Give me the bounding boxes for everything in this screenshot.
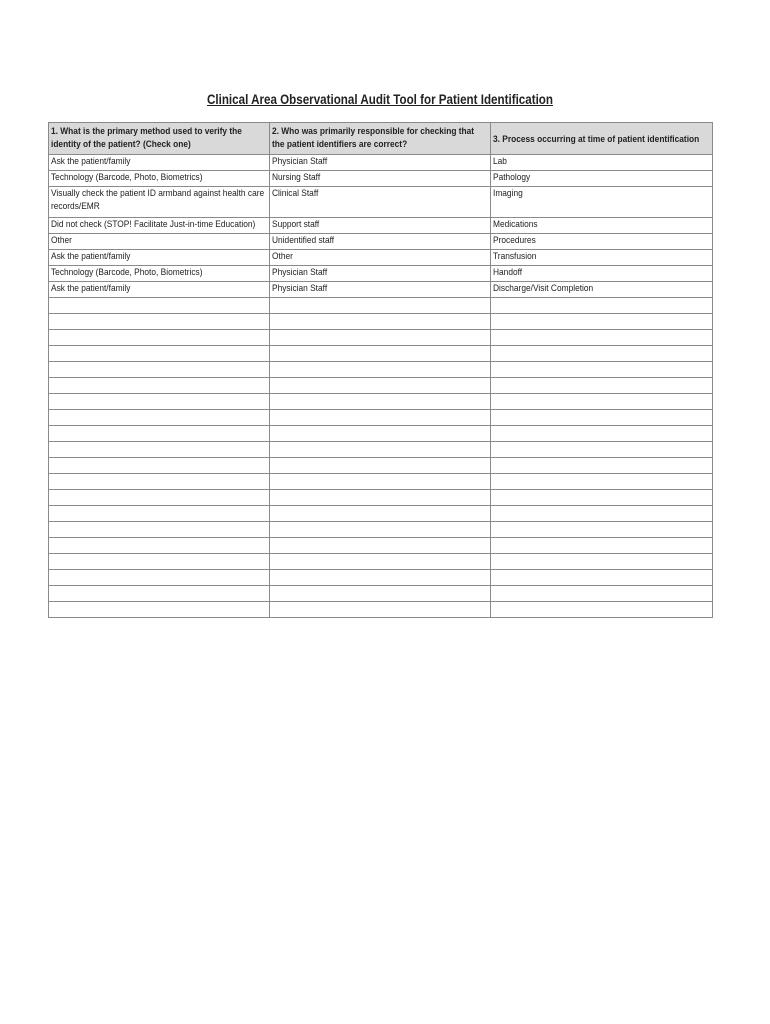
process-cell[interactable]	[491, 298, 713, 314]
process-cell[interactable]	[491, 378, 713, 394]
responsible-text: Unidentified staff	[272, 235, 335, 246]
method-text: Technology (Barcode, Photo, Biometrics)	[51, 172, 203, 183]
method-cell[interactable]	[49, 394, 270, 410]
process-cell[interactable]	[491, 602, 713, 618]
empty-table-row	[49, 346, 713, 362]
table-row	[49, 218, 713, 234]
process-cell[interactable]	[491, 506, 713, 522]
empty-table-row	[49, 314, 713, 330]
header-row	[49, 123, 713, 155]
responsible-cell[interactable]	[270, 250, 491, 266]
process-cell[interactable]	[491, 330, 713, 346]
method-cell[interactable]	[49, 554, 270, 570]
method-cell[interactable]	[49, 474, 270, 490]
header-q1	[49, 123, 270, 155]
empty-table-row	[49, 522, 713, 538]
responsible-cell[interactable]	[270, 490, 491, 506]
method-cell[interactable]	[49, 298, 270, 314]
table-row	[49, 171, 713, 187]
responsible-cell[interactable]	[270, 155, 491, 171]
process-cell[interactable]	[491, 410, 713, 426]
process-cell[interactable]	[491, 586, 713, 602]
method-cell[interactable]	[49, 314, 270, 330]
table-row	[49, 266, 713, 282]
process-cell[interactable]	[491, 314, 713, 330]
empty-table-row	[49, 362, 713, 378]
responsible-text: Nursing Staff	[272, 172, 321, 183]
process-text: Imaging	[493, 188, 523, 199]
table-row	[49, 234, 713, 250]
method-cell[interactable]	[49, 266, 270, 282]
method-cell[interactable]	[49, 187, 270, 218]
process-cell[interactable]	[491, 346, 713, 362]
method-text: Ask the patient/family	[51, 283, 131, 294]
responsible-cell[interactable]	[270, 522, 491, 538]
empty-table-row	[49, 394, 713, 410]
process-text: Transfusion	[493, 251, 537, 262]
process-cell[interactable]	[491, 490, 713, 506]
header-q1-text: 1. What is the primary method used to verify the identity of the patient? (Check one)	[51, 126, 242, 150]
empty-table-row	[49, 602, 713, 618]
empty-table-row	[49, 554, 713, 570]
process-cell[interactable]	[491, 266, 713, 282]
method-text: Visually check the patient ID armband against health care records/EMR	[51, 188, 265, 212]
method-cell[interactable]	[49, 458, 270, 474]
empty-table-row	[49, 426, 713, 442]
responsible-cell[interactable]	[270, 187, 491, 218]
responsible-cell[interactable]	[270, 554, 491, 570]
process-text: Pathology	[493, 172, 531, 183]
responsible-cell[interactable]	[270, 362, 491, 378]
method-text: Other	[51, 235, 72, 246]
process-text: Medications	[493, 219, 538, 230]
responsible-cell[interactable]	[270, 442, 491, 458]
empty-table-row	[49, 458, 713, 474]
empty-table-row	[49, 330, 713, 346]
method-cell[interactable]	[49, 570, 270, 586]
method-cell[interactable]	[49, 282, 270, 298]
process-text: Lab	[493, 156, 507, 167]
method-cell[interactable]	[49, 506, 270, 522]
method-cell[interactable]	[49, 426, 270, 442]
responsible-text: Physician Staff	[272, 283, 328, 294]
process-cell[interactable]	[491, 171, 713, 187]
responsible-cell[interactable]	[270, 330, 491, 346]
responsible-text: Physician Staff	[272, 267, 328, 278]
method-cell[interactable]	[49, 378, 270, 394]
responsible-cell[interactable]	[270, 474, 491, 490]
process-text: Procedures	[493, 235, 536, 246]
process-cell[interactable]	[491, 442, 713, 458]
method-cell[interactable]	[49, 330, 270, 346]
empty-table-row	[49, 442, 713, 458]
empty-table-row	[49, 298, 713, 314]
responsible-text: Physician Staff	[272, 156, 328, 167]
process-cell[interactable]	[491, 458, 713, 474]
process-cell[interactable]	[491, 282, 713, 298]
method-text: Ask the patient/family	[51, 156, 131, 167]
method-text: Ask the patient/family	[51, 251, 131, 262]
method-cell[interactable]	[49, 586, 270, 602]
responsible-cell[interactable]	[270, 171, 491, 187]
empty-table-row	[49, 474, 713, 490]
responsible-cell[interactable]	[270, 538, 491, 554]
empty-table-row	[49, 410, 713, 426]
method-cell[interactable]	[49, 442, 270, 458]
method-cell[interactable]	[49, 410, 270, 426]
process-cell[interactable]	[491, 474, 713, 490]
method-cell[interactable]	[49, 522, 270, 538]
header-q3	[491, 123, 713, 155]
process-cell[interactable]	[491, 155, 713, 171]
table-row	[49, 250, 713, 266]
process-cell[interactable]	[491, 570, 713, 586]
empty-table-row	[49, 506, 713, 522]
method-text: Technology (Barcode, Photo, Biometrics)	[51, 267, 203, 278]
method-cell[interactable]	[49, 234, 270, 250]
empty-table-row	[49, 378, 713, 394]
responsible-cell[interactable]	[270, 298, 491, 314]
responsible-cell[interactable]	[270, 378, 491, 394]
responsible-cell[interactable]	[270, 266, 491, 282]
process-cell[interactable]	[491, 250, 713, 266]
process-cell[interactable]	[491, 538, 713, 554]
responsible-cell[interactable]	[270, 426, 491, 442]
responsible-cell[interactable]	[270, 458, 491, 474]
method-cell[interactable]	[49, 602, 270, 618]
empty-table-row	[49, 490, 713, 506]
page-title: Clinical Area Observational Audit Tool for Patient Identification	[207, 92, 553, 107]
process-cell[interactable]	[491, 362, 713, 378]
audit-table	[48, 122, 713, 618]
process-cell[interactable]	[491, 426, 713, 442]
method-cell[interactable]	[49, 490, 270, 506]
table-body	[49, 155, 713, 618]
responsible-cell[interactable]	[270, 570, 491, 586]
process-cell[interactable]	[491, 187, 713, 218]
empty-table-row	[49, 570, 713, 586]
responsible-cell[interactable]	[270, 218, 491, 234]
empty-table-row	[49, 586, 713, 602]
table-row	[49, 282, 713, 298]
header-q2	[270, 123, 491, 155]
responsible-cell[interactable]	[270, 586, 491, 602]
method-cell[interactable]	[49, 171, 270, 187]
process-text: Discharge/Visit Completion	[493, 283, 594, 294]
table-row	[49, 187, 713, 218]
responsible-text: Support staff	[272, 219, 320, 230]
responsible-cell[interactable]	[270, 394, 491, 410]
responsible-cell[interactable]	[270, 282, 491, 298]
responsible-text: Clinical Staff	[272, 188, 319, 199]
method-cell[interactable]	[49, 218, 270, 234]
process-cell[interactable]	[491, 394, 713, 410]
empty-table-row	[49, 538, 713, 554]
process-text: Handoff	[493, 267, 523, 278]
responsible-cell[interactable]	[270, 314, 491, 330]
responsible-cell[interactable]	[270, 506, 491, 522]
process-cell[interactable]	[491, 554, 713, 570]
process-cell[interactable]	[491, 234, 713, 250]
method-cell[interactable]	[49, 538, 270, 554]
method-text: Did not check (STOP! Facilitate Just-in-time Education)	[51, 219, 256, 230]
responsible-cell[interactable]	[270, 602, 491, 618]
table-row	[49, 155, 713, 171]
method-cell[interactable]	[49, 362, 270, 378]
method-cell[interactable]	[49, 250, 270, 266]
header-q3-text: 3. Process occurring at time of patient identification	[493, 134, 700, 145]
responsible-cell[interactable]	[270, 410, 491, 426]
responsible-text: Other	[272, 251, 293, 262]
method-cell[interactable]	[49, 155, 270, 171]
process-cell[interactable]	[491, 522, 713, 538]
responsible-cell[interactable]	[270, 234, 491, 250]
process-cell[interactable]	[491, 218, 713, 234]
header-q2-text: 2. Who was primarily responsible for checking that the patient identifiers are correct?	[272, 126, 475, 150]
method-cell[interactable]	[49, 346, 270, 362]
responsible-cell[interactable]	[270, 346, 491, 362]
